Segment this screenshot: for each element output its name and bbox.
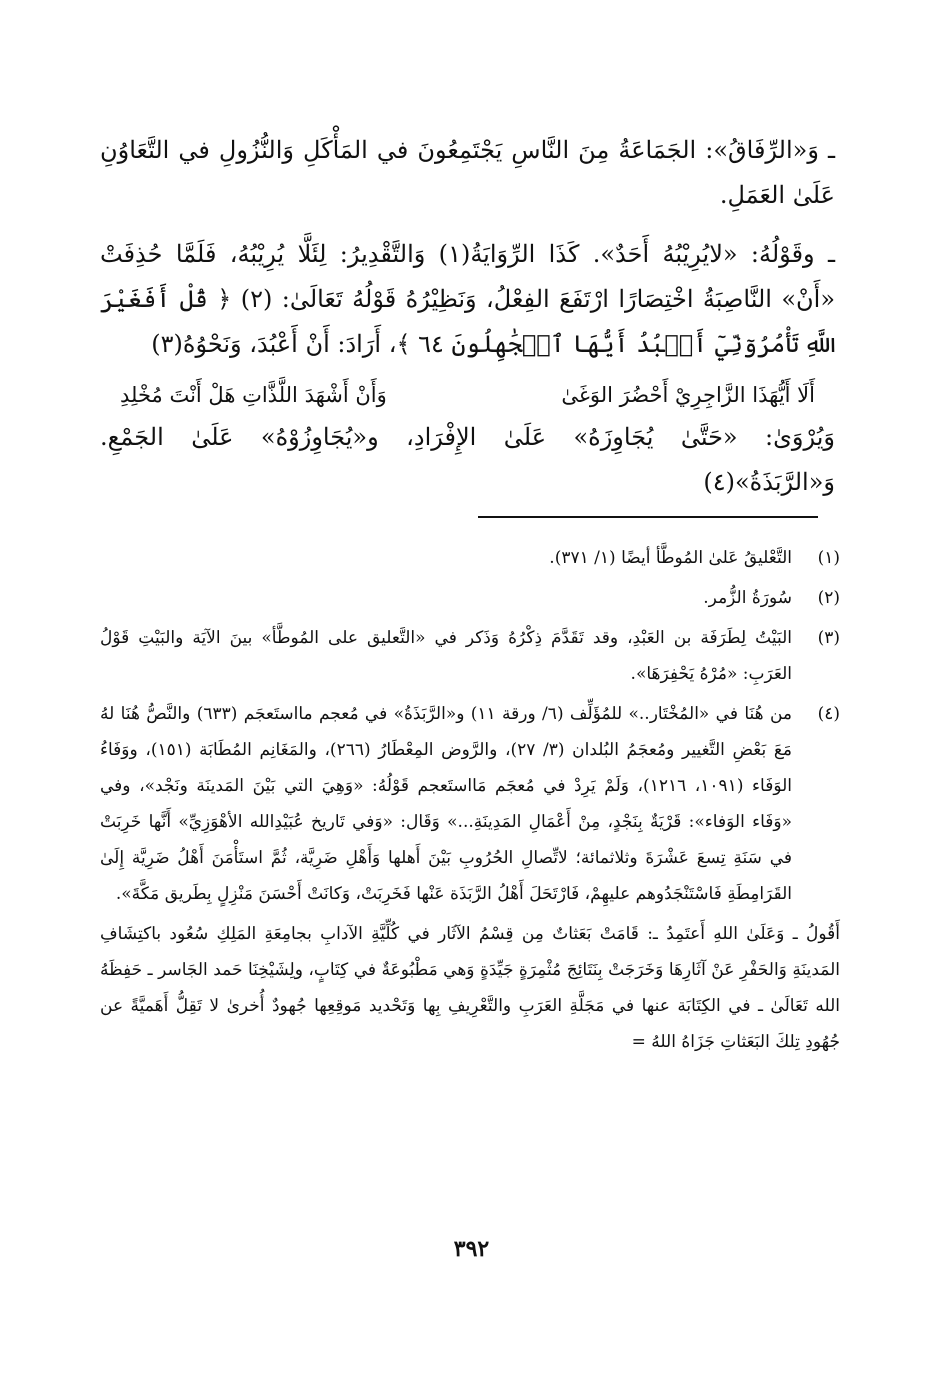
footnotes-section [100,540,840,1060]
footnote-divider [478,516,818,518]
verse-second-hemistich: وَأَنْ أَشْهَدَ اللَّذَّاتِ هَلْ أَنْتَ مُخْلِدِ [120,383,387,407]
paragraph-yurwa: وَيُرْوَىٰ: «حَتَّىٰ يُجَاوِزَهُ» عَلَىٰ الإِفْرَادِ، و«يُجَاوِزُوْهُ» عَلَىٰ الجَمْعِ. وَ«الرَّبَذَةُ»(٤) [100,423,835,496]
main-text-block [100,128,835,505]
footnote-text: التَّعْليقُ عَلىٰ المُوطَّأ أيضًا (١/ ٣٧١). [549,548,792,568]
verse-first-hemistich: أَلَا أَيُّهَذَا الزَّاجِرِيْ أَحْضُرَ الوَغَىٰ [561,383,815,407]
footnote-item [100,540,840,576]
footnote-item [100,696,840,912]
footnote-number: (١) [817,548,840,568]
author-note: أَقُولُ ـ وَعَلَىٰ اللهِ أَعتَمِدُ ـ: قَامَتْ بَعَثاتٌ مِن قِسْمُ الآثَار في كُلِّيَّةِ الآدابِ بجامِعَةِ المَلِكِ سُعُود باكتِشَافِ المَدينَةِ وَالحَفْرِ عَنْ آثَارِهَا وَخَرَجَتْ بِنَتَائِجَ مُثْمِرَةٍ جَيِّدَةٍ وَهي مَطْبُوعَةٌ في كِتَابٍ، ولِشَيْخِنَا حَمد الجَاسر ـ حَفِظَهُ الله تَعَالَىٰ ـ في الكِتَابَة عنها في مَجَلَّةِ العَرَبِ والتَّعْرِيفِ بِها وَتَحْديد مَوقِعِها جُهودٌ أُخرىٰ لا تَقِلُّ أَهَميَّةً عن جُهُودِ تِلكَ البَعَثاتِ جَزَاهُ اللهُ = [100,924,840,1052]
footnote-item [100,580,840,616]
footnote-number: (٤) [817,704,840,724]
footnote-text: من هُنَا في «المُخْتَار..» للمُؤَلِّف (٦/ ورقة ١١) و«الرَّبَذَةُ» في مُعجم مااستَعجَم (٦٣٣) والنَّصُّ هُنَا لهُ مَعَ بَعْضِ التَّغيير ومُعجَمُ البُلدان (٣/ ٢٧)، والرَّوض المِعْطَارُ (٢٦٦)، والمَغَانِم المُطَابَة (١٥١)، ووَفَاءُ الوَفَاء (١٠٩١، ١٢١٦)، وَلَمْ يَرِدْ في مُعجَم مَااستَعجم قَوْلُهُ: «وَهِيَ التي بَيْنَ المَدينَة ونَجْد»، وفي «وَفَاء الوَفاء»: قَرْيَةٌ بِنَجْدٍ، مِنْ أَعْمَالِ المَدِينَةِ...» وَقَال: «وَفي تَاريخ عُبَيْدِالله الأهْوَزِيِّ» أَنَّها خَرِبَتْ في سَنَةِ تِسعَ عَشْرَةَ وثلاثمائة؛ لاتِّصالِ الحُرُوبِ بَيْنَ أَهلها وَأَهْلِ ضَرِيَّة، ثُمَّ استَأْمَنَ أَهْلُ ضَرِيَّة إِلَىٰ القَرَامِطَةِ فَاسْتَنْجَدُوهم عليهِمْ، فَارْتَحَلَ أَهْلُ الرَّبَذَة عَنْها فَخَرِبَتْ، وَكانَتْ أَحْسَنَ مَنْزِلٍ بِطَريق مَكَّةَ». [100,704,793,904]
paragraph-rifaq: ـ وَ«الرِّفَاقُ»: الجَمَاعَةُ مِنَ النَّاسِ يَجْتَمِعُونَ في المَأْكَلِ وَالنُّزُولِ في التَّعَاوُنِ عَلَىٰ العَمَلِ. [100,136,835,209]
footnote-text: البَيْتُ لِطَرَفَة بن العَبْدِ، وقد تَقَدَّمَ ذِكْرُهُ وَذَكر في «التَّعليق على المُوطَّأ» بينَ الآيَة والبَيْتِ قَوْلُ العَرَبِ: «مُرْهُ يَحْفِرَهَا». [100,628,792,684]
poetry-verse [100,375,835,415]
footnote-text: سُورَةُ الزُّمر. [703,588,792,608]
footnote-number: (٣) [817,628,840,648]
page-number: ٣٩٢ [453,1236,490,1262]
paragraph-la-yuribuhu: ـ وقَوْلُهُ: «لايُرِيْبُهُ أَحَدٌ». كَذَا الرِّوَايَةُ(١) وَالتَّقْدِيرُ: لِئَلَّا يُرِيْبُهُ، فَلَمَّا حُذِفَتْ «أَنْ» النَّاصِبَةُ اخْتِصَارًا ارْتَفَعَ الفِعْلُ، وَنَظِيْرُهُ قَوْلُهُ تَعَالَىٰ: (٢) ﴿ قُلْ أَفَغَيْرَ اللَّهِ تَأْمُرُوٓنِّيٓ أَعۡبُدُ أَيُّهَا ٱلۡجَٰهِلُونَ ٦٤ ﴾، أَرَادَ: أَنْ أَعْبُدَ، وَنَحْوُهُ(٣) [100,240,836,358]
footnote-number: (٢) [817,588,840,608]
footnote-item [100,620,840,692]
